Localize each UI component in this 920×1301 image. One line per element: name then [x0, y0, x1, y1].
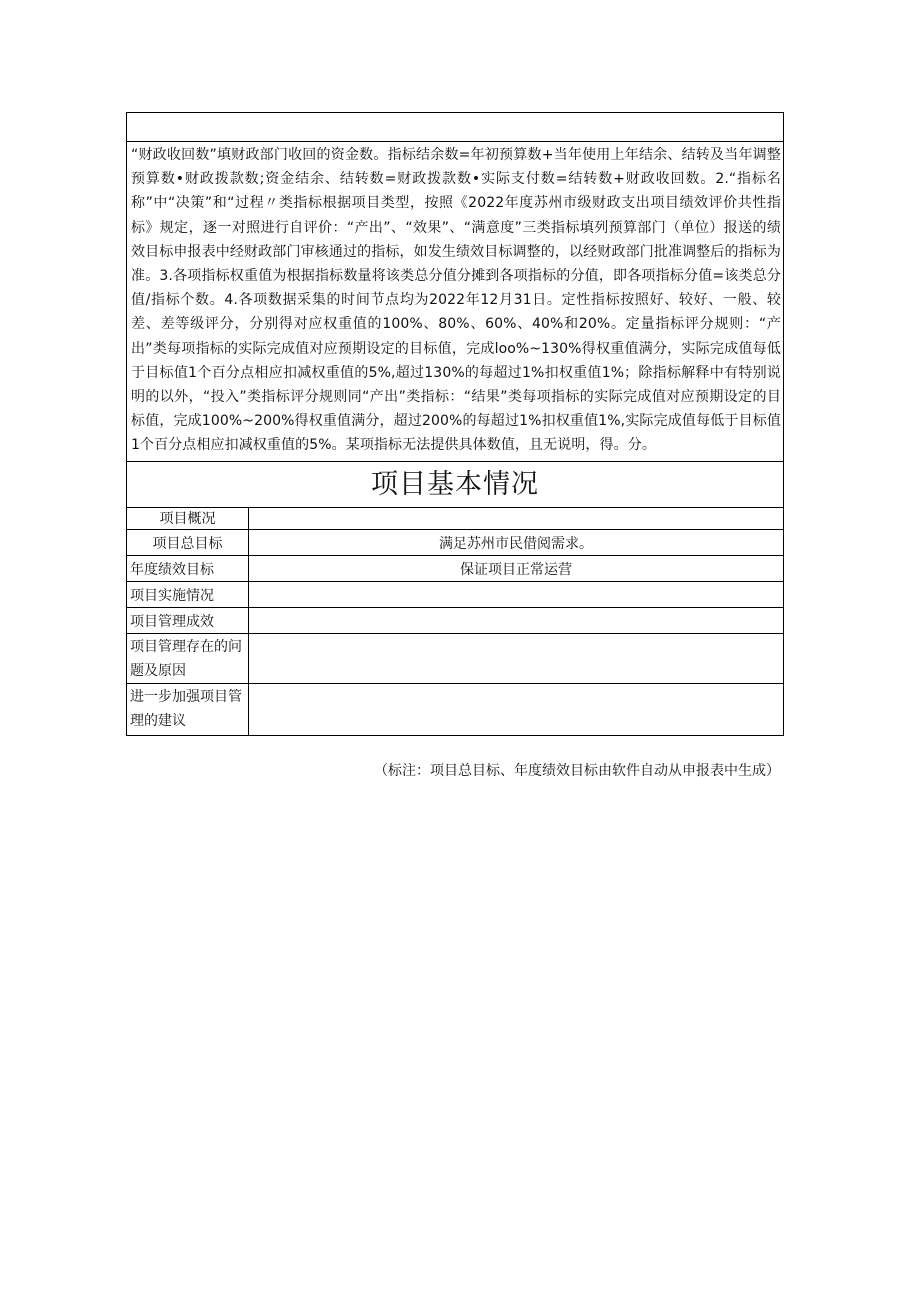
row-value-implementation: [249, 582, 784, 608]
table-row: [127, 530, 783, 556]
evaluation-form: [126, 112, 784, 736]
row-label-annual-goal: 年度绩效目标: [127, 556, 249, 582]
row-label-total-goal: 项目总目标: [127, 530, 249, 556]
row-value-problems: [249, 634, 784, 684]
table-row: [127, 608, 783, 634]
row-label-overview: 项目概况: [127, 508, 249, 530]
row-label-effectiveness: 项目管理成效: [127, 608, 249, 634]
project-info-table: [127, 508, 783, 735]
row-label-suggestions: 进一步加强项目管理的建议: [127, 684, 249, 735]
table-row: [127, 508, 783, 530]
table-row: [127, 582, 783, 608]
table-row: [127, 556, 783, 582]
row-value-total-goal: 满足苏州市民借阅需求。: [249, 530, 784, 556]
row-value-annual-goal: 保证项目正常运营: [249, 556, 784, 582]
table-row: [127, 634, 783, 684]
row-value-overview: [249, 508, 784, 530]
row-value-suggestions: [249, 684, 784, 735]
scoring-notes: “财政收回数”填财政部门收回的资金数。指标结余数=年初预算数+当年使用上年结余、结转及当年调整预算数•财政拨款数;资金结余、结转数=财政拨款数•实际支付数=结转数+财政收回数。2.“指标名称”中“决策”和“过程〃类指标根据项目类型，按照《2022年度苏州市级财政支出项目绩效评价共性指标》规定，逐一对照进行自评价：“产出”、“效果”、“满意度”三类指标填列预算部门（单位）报送的绩效目标申报表中经财政部门审核通过的指标，如发生绩效目标调整的，以经财政部门批准调整后的指标为准。3.各项指标权重值为根据指标数量将该类总分值分摊到各项指标的分值，即各项指标分值=该类总分值/指标个数。4.各项数据采集的时间节点均为2022年12月31日。定性指标按照好、较好、一般、较差、差等级评分，分别得对应权重值的100%、80%、60%、40%和20%。定量指标评分规则：“产出”类每项指标的实际完成值对应预期设定的目标值，完成loo%~130%得权重值满分，实际完成值每低于目标值1个百分点相应扣减权重值的5%,超过130%的每超过1%扣权重值1%；除指标解释中有特别说明的以外，“投入”类指标评分规则同“产出”类指标：“结果”类每项指标的实际完成值对应预期设定的目标值，完成100%~200%得权重值满分，超过200%的每超过1%扣权重值1%,实际完成值每低于目标值1个百分点相应扣减权重值的5%。某项指标无法提供具体数值，且无说明，得。分。: [127, 142, 783, 462]
footnote: （标注：项目总目标、年度绩效目标由软件自动从申报表中生成）: [374, 763, 780, 779]
row-label-problems: 项目管理存在的问题及原因: [127, 634, 249, 684]
blank-header-row: [127, 113, 783, 142]
row-label-implementation: 项目实施情况: [127, 582, 249, 608]
table-row: [127, 684, 783, 735]
row-value-effectiveness: [249, 608, 784, 634]
section-title: 项目基本情况: [127, 462, 783, 508]
